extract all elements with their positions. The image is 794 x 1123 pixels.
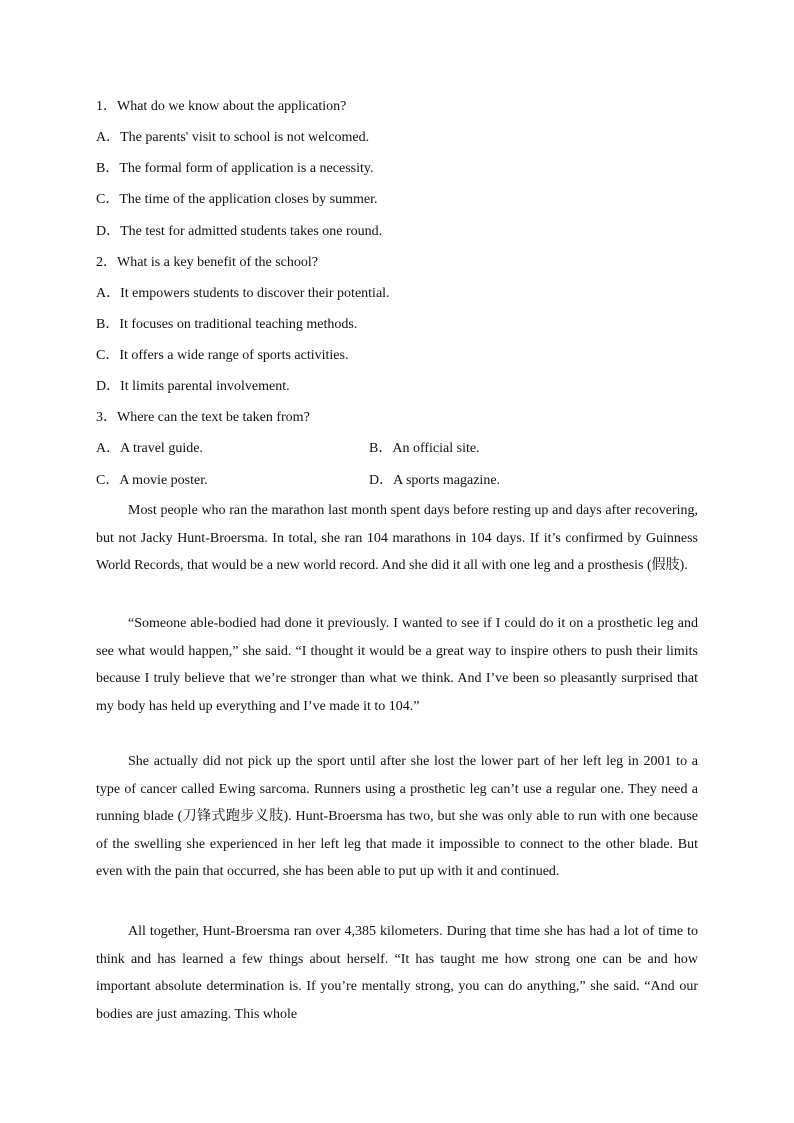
question-3-option-d: D．A sports magazine. <box>369 473 501 488</box>
question-3-stem: 3．Where can the text be taken from? <box>96 410 310 425</box>
passage-paragraph-1: Most people who ran the marathon last month spent days before resting up and days after recovering, but not Jacky Hunt-Broersma. In total, she ran 104 marathons in 104 days. If it’s confirmed by Guinness World Records, that would be a new world record. And she did it all with one leg and a prosthesis (假肢). <box>96 503 698 574</box>
passage-paragraph-2: “Someone able-bodied had done it previously. I wanted to see if I could do it on a prosthetic leg and see what would happen,” she said. “I thought it would be a great way to inspire others to push their limits because I truly believe that we’re stronger than what we think. And I’ve been so pleasantly surprised that my body has held up everything and I’ve made it to 104.” <box>96 616 698 714</box>
question-2-option-c: C．It offers a wide range of sports activities. <box>96 348 349 363</box>
question-3-option-c: C．A movie poster. <box>96 473 208 488</box>
passage-paragraph-3: She actually did not pick up the sport until after she lost the lower part of her left leg in 2001 to a type of cancer called Ewing sarcoma. Runners using a prosthetic leg can’t use a regular one. They need a running blade (刀锋式跑步义肢). Hunt-Broersma has two, but she was only able to run with one because of the swelling she experienced in her left leg that made it impossible to connect to the other blade. But even with the pain that occurred, she has been able to put up with it and continued. <box>96 754 698 880</box>
question-3-option-a: A．A travel guide. <box>96 441 203 456</box>
question-2-option-b: B．It focuses on traditional teaching methods. <box>96 317 358 332</box>
question-2-option-d: D．It limits parental involvement. <box>96 379 290 394</box>
question-1-option-d: D．The test for admitted students takes one round. <box>96 224 383 239</box>
question-3-option-b: B．An official site. <box>369 441 480 456</box>
question-1-option-a: A．The parents' visit to school is not welcomed. <box>96 130 370 145</box>
question-1-option-b: B．The formal form of application is a necessity. <box>96 161 374 176</box>
question-2-stem: 2．What is a key benefit of the school? <box>96 255 318 270</box>
question-1-stem: 1．What do we know about the application? <box>96 99 347 114</box>
question-1-option-c: C．The time of the application closes by summer. <box>96 192 378 207</box>
question-2-option-a: A．It empowers students to discover their potential. <box>96 286 390 301</box>
passage-paragraph-4: All together, Hunt-Broersma ran over 4,385 kilometers. During that time she has had a lot of time to think and has learned a few things about herself. “It has taught me how strong one can be and how important absolute determination is. If you’re mentally strong, you can do anything,” she said. “And our bodies are just amazing. This whole <box>96 924 698 1022</box>
